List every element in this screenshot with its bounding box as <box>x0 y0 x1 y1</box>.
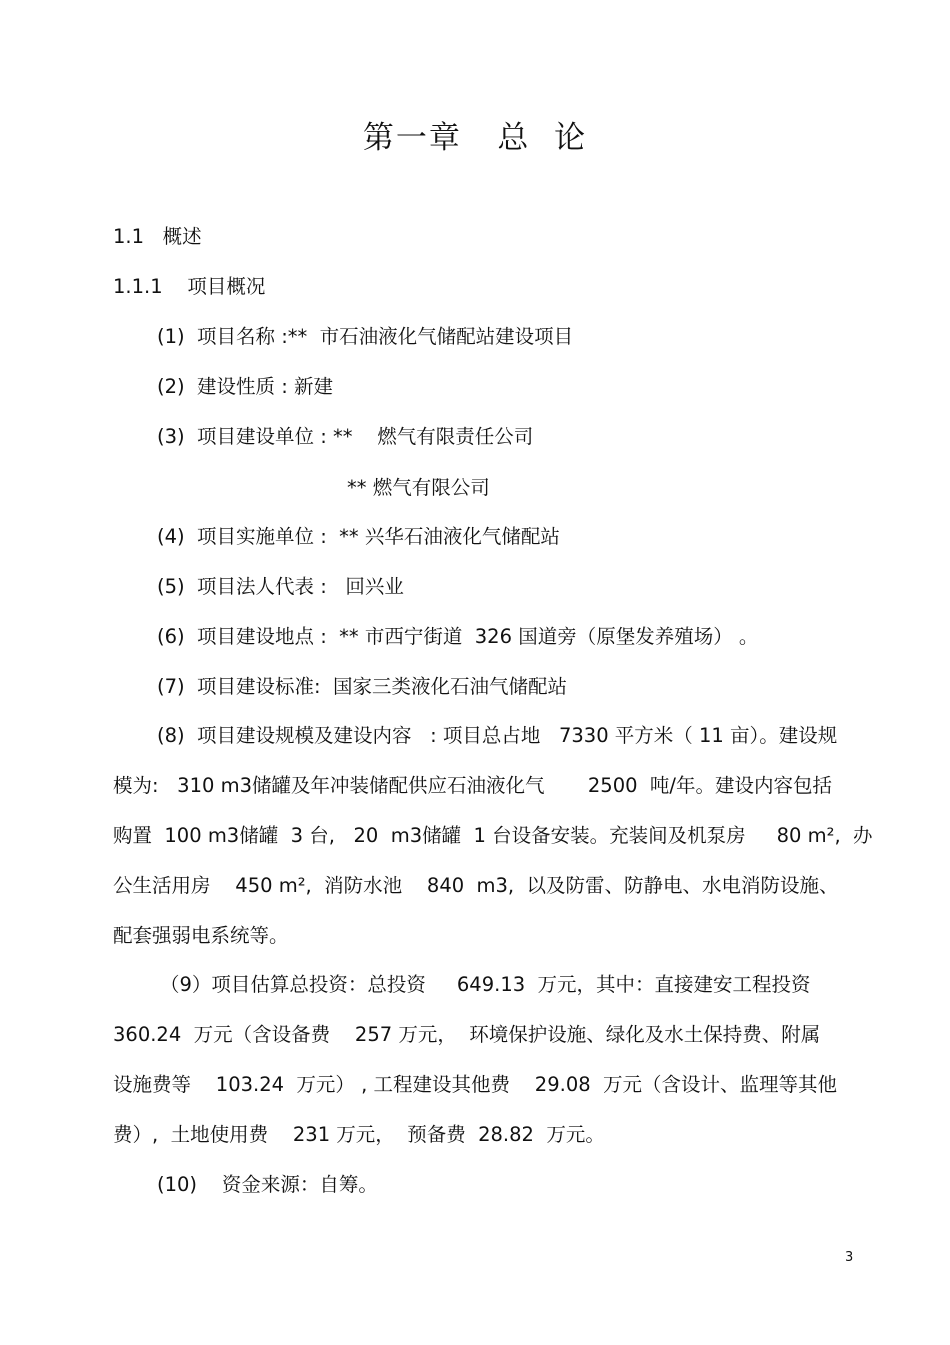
item-legal-representative: (5) 项目法人代表 : 回兴业 <box>157 575 404 598</box>
paragraph-investment-line: 设施费等 103.24 万元） , 工程建设其他费 29.08 万元（含设计、监理等其他 <box>113 1073 838 1096</box>
paragraph-investment-line: （9）项目估算总投资：总投资 649.13 万元，其中：直接建安工程投资 <box>160 973 811 996</box>
paragraph-scale-line: 公生活用房 450 m², 消防水池 840 m3, 以及防雷、防静电、水电消防设施、 <box>113 874 839 897</box>
item-implementation-unit: (4) 项目实施单位 : ** 兴华石油液化气储配站 <box>157 525 560 548</box>
paragraph-investment-line: 360.24 万元（含设备费 257 万元， 环境保护设施、绿化及水土保持费、附属 <box>113 1023 821 1046</box>
item-project-name: (1) 项目名称 :** 市石油液化气储配站建设项目 <box>157 325 574 348</box>
item-construction-location: (6) 项目建设地点 : ** 市西宁街道 326 国道旁（原堡发养殖场） 。 <box>157 625 759 648</box>
paragraph-investment-line: 费）, 土地使用费 231 万元， 预备费 28.82 万元。 <box>113 1123 605 1146</box>
paragraph-scale-line: 购置 100 m3储罐 3 台, 20 m3储罐 1 台设备安装。充装间及机泵房 80 m², 办 <box>113 824 873 847</box>
paragraph-scale-line: (8) 项目建设规模及建设内容 : 项目总占地 7330 平方米（ 11 亩）。建设规 <box>157 724 838 747</box>
subsection-heading: 1.1.1 项目概况 <box>113 275 266 298</box>
paragraph-scale-line: 模为: 310 m3储罐及年冲装储配供应石油液化气 2500 吨/年。建设内容包括 <box>113 774 832 797</box>
page-number: 3 <box>845 1250 854 1265</box>
paragraph-scale-line: 配套强弱电系统等。 <box>113 924 289 947</box>
item-construction-unit: (3) 项目建设单位 : ** 燃气有限责任公司 <box>157 425 534 448</box>
item-construction-standard: (7) 项目建设标准: 国家三类液化石油气储配站 <box>157 675 567 698</box>
item-construction-unit-continued: ** 燃气有限公司 <box>347 476 490 499</box>
chapter-title: 第一章 总 论 <box>362 120 588 156</box>
item-funding-source: (10) 资金来源：自筹。 <box>157 1173 378 1196</box>
section-heading: 1.1 概述 <box>113 225 202 248</box>
item-construction-nature: (2) 建设性质 : 新建 <box>157 375 333 398</box>
